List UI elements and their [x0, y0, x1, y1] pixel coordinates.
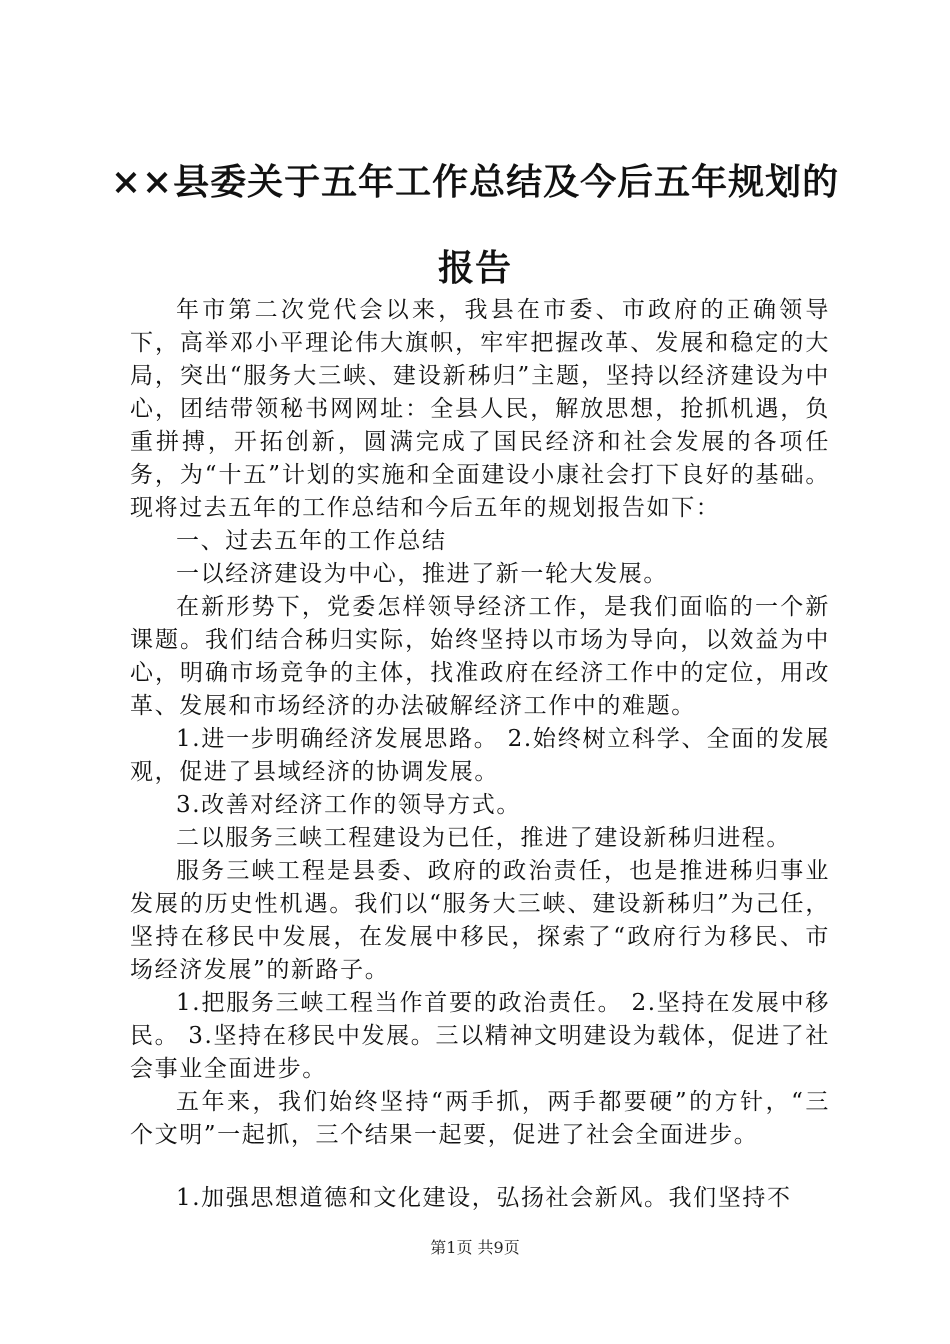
paragraph-economy: 在新形势下，党委怎样领导经济工作，是我们面临的一个新课题。我们结合秭归实际，始终坚持以市场为导向，以效益为中心，明确市场竞争的主体，找准政府在经济工作中的定位，用改革、发展和市场经济的办法破解经济工作中的难题。: [130, 594, 830, 719]
paragraph-five-years: 五年来，我们始终坚持“两手抓，两手都要硬”的方针，“三个文明”一起抓，三个结果一起要，促进了社会全面进步。: [130, 1089, 830, 1148]
subsection-heading-2: 二以服务三峡工程建设为已任，推进了建设新秭归进程。: [176, 825, 791, 851]
section-heading-1: 一、过去五年的工作总结: [176, 528, 447, 554]
document-title-line-2: 报告: [437, 247, 512, 289]
paragraph-intro: 年市第二次党代会以来，我县在市委、市政府的正确领导下，高举邓小平理论伟大旗帜，牢牢把握改革、发展和稳定的大局，突出“服务大三峡、建设新秭归”主题，坚持以经济建设为中心，团结带领秘书网网址：全县人民，解放思想，抢抓机遇，负重拼搏，开拓创新，圆满完成了国民经济和社会发展的各项任务，为“十五”计划的实施和全面建设小康社会打下良好的基础。现将过去五年的工作总结和今后五年的规划报告如下：: [130, 297, 830, 521]
list-item-three-gorges: 1.把服务三峡工程当作首要的政治责任。 2.坚持在发展中移民。 3.坚持在移民中发展。三以精神文明建设为载体，促进了社会事业全面进步。: [130, 990, 830, 1082]
subsection-heading-1: 一以经济建设为中心，推进了新一轮大发展。: [176, 561, 668, 587]
list-item-economy-3: 3.改善对经济工作的领导方式。: [176, 792, 521, 818]
document-body: [130, 294, 830, 1215]
document-title-line-1: ××县委关于五年工作总结及今后五年规划的: [110, 161, 840, 203]
paragraph-three-gorges: 服务三峡工程是县委、政府的政治责任，也是推进秭归事业发展的历史性机遇。我们以“服务大三峡、建设新秭归”为己任，坚持在移民中发展，在发展中移民，探索了“政府行为移民、市场经济发展”的新路子。: [130, 858, 830, 983]
list-item-economy-1-2: 1.进一步明确经济发展思路。 2.始终树立科学、全面的发展观，促进了县域经济的协调发展。: [130, 726, 830, 785]
list-item-culture-1: 1.加强思想道德和文化建设，弘扬社会新风。我们坚持不: [176, 1185, 792, 1211]
page-footer: 第1页 共9页: [430, 1238, 520, 1257]
